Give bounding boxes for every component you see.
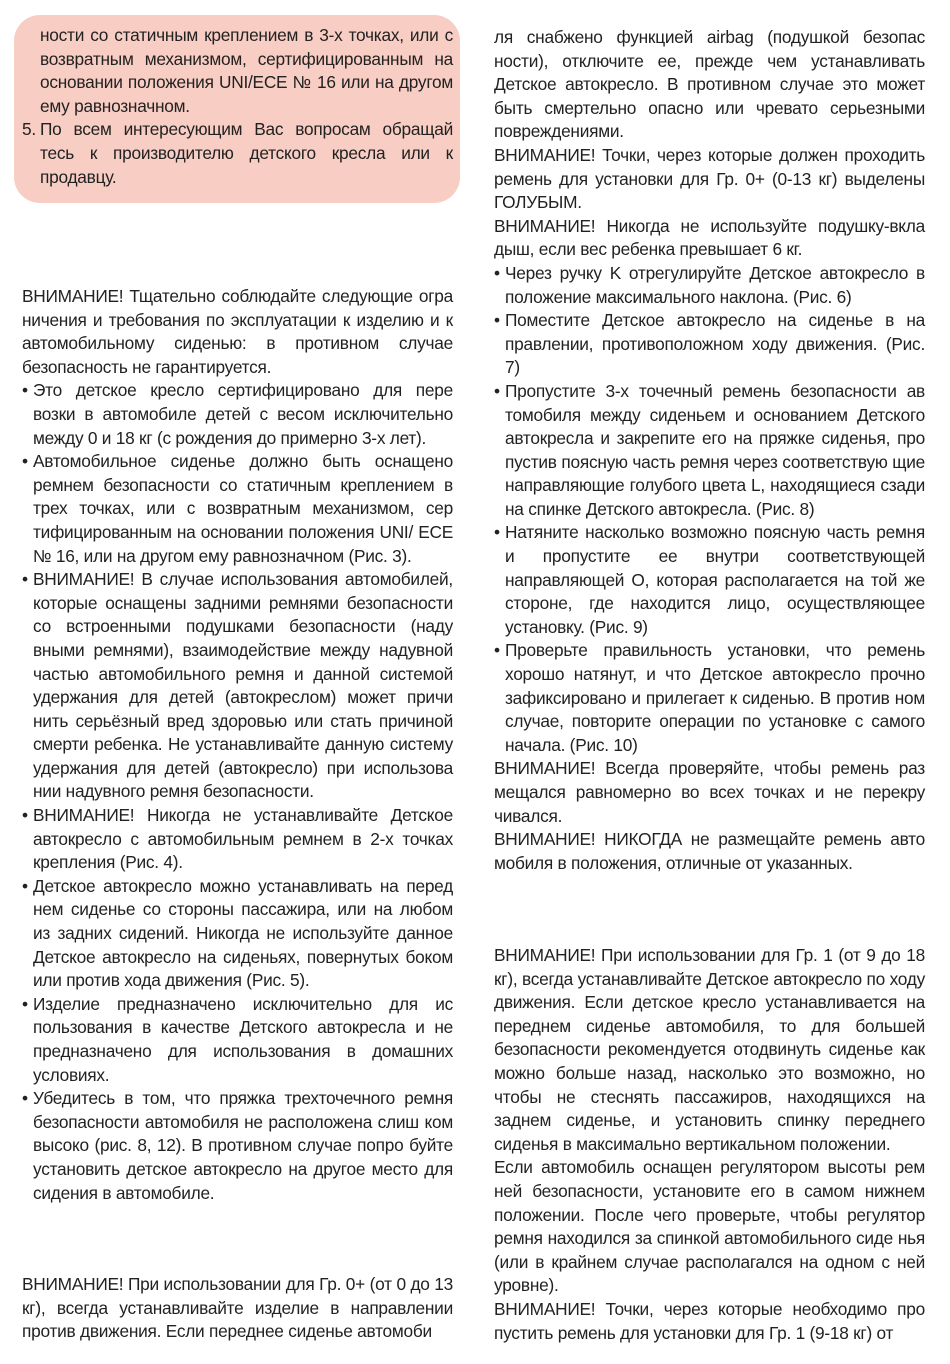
list-item-text: Натяните насколько возможно поясную часть ремня и пропустите ее внутри соответствующей направляющей O, которая располагается на той же стороне, где находится лицо, осуществляющее установку. (Рис. 9) xyxy=(505,522,925,637)
warning-insert: ВНИМАНИЕ! Никогда не используйте подушку-вкла дыш, если вес ребенка превышает 6 кг. xyxy=(494,215,925,260)
note-continued: ности со статичным креплением в 3-х точках, или с возвратным механизмом, сертифицированным на основании положения UNI/ECE № 16 или на другом ему равнозначном. xyxy=(40,25,453,116)
bullet-icon: • xyxy=(22,993,28,1014)
list-item xyxy=(22,450,453,568)
warning-blue-points: ВНИМАНИЕ! Точки, через которые должен проходить ремень для установки для Гр. 0+ (0-13 кг) выделены ГОЛУБЫМ. xyxy=(494,144,925,213)
list-item-text: Через ручку K отрегулируйте Детское автокресло в положение максимального наклона. (Рис. 6) xyxy=(505,262,925,307)
bullet-icon: • xyxy=(494,380,500,401)
right-group1-block xyxy=(494,944,925,1345)
bullet-icon: • xyxy=(22,451,28,472)
group0-intro: ВНИМАНИЕ! При использовании для Гр. 0+ (от 0 до 13 кг), всегда устанавливайте изделие в направлении против движения. Если переднее сиденье автомоби xyxy=(22,1274,453,1342)
bullet-icon: • xyxy=(494,310,500,331)
note-item-number: 5. xyxy=(22,119,36,140)
list-item xyxy=(22,568,453,804)
bullet-icon: • xyxy=(494,522,500,543)
list-item-text: Это детское кресло сертифицировано для пере возки в автомобиле детей с весом исключительно между 0 и 18 кг (с рождения до примерно 3-х лет). xyxy=(33,380,453,448)
warning-even-belt: ВНИМАНИЕ! Всегда проверяйте, чтобы ремень раз мещался равномерно во всех точках и не перекру чивался. xyxy=(494,758,925,826)
list-item xyxy=(494,380,925,522)
list-item-text: Пропустите 3-х точечный ремень безопасности ав томобиля между сиденьем и основанием Детского автокресла и закрепите его на пряжке сиденья, про пустив поясную часть ремня через соответствую щие направляющие голубого цвета L, находящиеся сзади на спинке Детского автокресла. (Рис. 8) xyxy=(505,380,925,519)
note-item-5 xyxy=(22,118,453,189)
group1-points: ВНИМАНИЕ! Точки, через которые необходимо про пустить ремень для установки для Гр. 1 (9-18 кг) от xyxy=(494,1298,925,1343)
group1-intro: ВНИМАНИЕ! При использовании для Гр. 1 (от 9 до 18 кг), всегда устанавливайте Детское автокресло по ходу движения. Если детское кресло устанавливается на переднем сиденье автомобиля, то для большей безопасности рекомендуется отодвинуть сиденье как можно больше назад, насколько это возможно, но чтобы не стеснять пассажиров, находящихся на заднем сиденье, и установить спинку переднего сиденья в максимально вертикальном положении. xyxy=(494,945,925,1154)
warning-never: ВНИМАНИЕ! НИКОГДА не размещайте ремень авто мобиля в положения, отличные от указанных. xyxy=(494,829,925,873)
list-item xyxy=(22,379,453,450)
bullet-icon: • xyxy=(22,569,28,590)
list-item-text: ВНИМАНИЕ! Никогда не устанавливайте Детское автокресло с автомобильным ремнем в 2-х точках крепления (Рис. 4). xyxy=(33,805,453,873)
left-warning-block xyxy=(22,285,453,1205)
list-item-text: Изделие предназначено исключительно для ис пользования в качестве Детского автокресла и не предназначено для использования в домашних условиях. xyxy=(33,993,453,1085)
warning-intro: ВНИМАНИЕ! Тщательно соблюдайте следующие огра ничения и требования по эксплуатации к изделию и к автомобильному сиденью: в противном случае безопасность не гарантируется. xyxy=(22,286,453,377)
list-item-text: ВНИМАНИЕ! В случае использования автомобилей, которые оснащены задними ремнями безопасности со встроенными подушками безопасности (наду вными ремнями), взаимодействие между надувной частью автомобильного ремня и данной системой удержания для детей (автокреслом) может причи нить серьёзный вред здоровью или стать причиной смерти ребенка. Не устанавливайте данную систему удержания для детей (автокресло) при использова нии надувного ремня безопасности. xyxy=(33,569,453,802)
right-install-block xyxy=(494,26,925,875)
list-item xyxy=(22,804,453,875)
note-item-text: По всем интересующим Вас вопросам обращай тесь к производителю детского кресла или к продавцу. xyxy=(40,119,453,187)
list-item-text: Поместите Детское автокресло на сиденье в на правлении, противоположном ходу движения. (Рис. 7) xyxy=(505,310,925,378)
list-item-text: Детское автокресло можно устанавливать на перед нем сиденье со стороны пассажира, или на любом из задних сидений. Никогда не используйте данное Детское автокресло на сиденьях, повернутых боком или против хода движения (Рис. 5). xyxy=(33,875,453,991)
airbag-continued: ля снабжено функцией airbag (подушкой безопас ности), отключите ее, прежде чем устанавливать Детское автокресло. В противном случае это может быть смертельно опасно или чревато серьезными повреждениями. xyxy=(494,27,925,142)
list-item-text: Автомобильное сиденье должно быть оснащено ремнем безопасности со статичным креплением в трех точках, или с возвратным механизмом, сер тифицированным на основании положения UNI/ ECE № 16, или на другом ему равнозначном (Рис. 3). xyxy=(33,451,453,566)
bullet-icon: • xyxy=(494,262,500,283)
bullet-icon: • xyxy=(22,1088,28,1109)
note-box-text xyxy=(22,24,453,189)
list-item xyxy=(494,309,925,380)
list-item-text: Убедитесь в том, что пряжка трехточечного ремня безопасности автомобиля не расположена слиш ком высоко (рис. 8, 12). В противном случае попро буйте установить детское автокресло на другое место для сидения в автомобиле. xyxy=(33,1088,453,1203)
bullet-icon: • xyxy=(22,380,28,401)
list-item xyxy=(494,639,925,757)
bullet-icon: • xyxy=(22,875,28,896)
list-item xyxy=(494,262,925,309)
list-item-text: Проверьте правильность установки, что ремень хорошо натянут, и что Детское автокресло прочно зафиксировано и прилегает к сиденью. В против ном случае, повторите операции по установке с самого начала. (Рис. 10) xyxy=(505,640,925,755)
bullet-icon: • xyxy=(22,805,28,826)
bullet-icon: • xyxy=(494,640,500,661)
list-item xyxy=(494,521,925,639)
left-group0-block xyxy=(22,1273,453,1344)
group1-height: Если автомобиль оснащен регулятором высоты рем ней безопасности, установите его в самом нижнем положении. После чего проверьте, чтобы регулятор ремня находился за спинкой автомобильного сиде нья (или в крайнем случае располагался на одном с ней уровне). xyxy=(494,1157,925,1296)
list-item xyxy=(22,1087,453,1205)
list-item xyxy=(22,993,453,1087)
list-item xyxy=(22,875,453,993)
